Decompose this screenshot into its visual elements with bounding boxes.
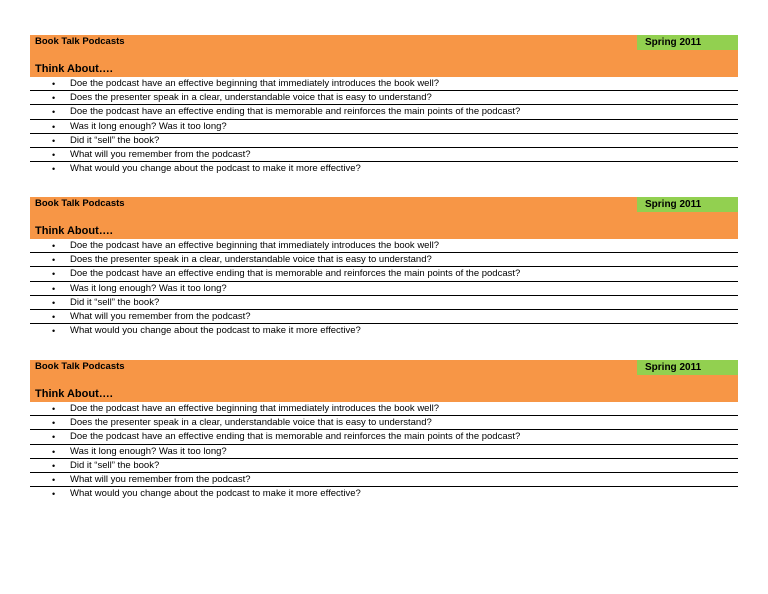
section-heading: Think About…. [35, 388, 113, 400]
section-header [30, 35, 738, 77]
bullet-icon: • [52, 489, 56, 500]
list-item [30, 162, 738, 176]
bullet-icon: • [52, 326, 56, 337]
bullet-icon: • [52, 432, 56, 443]
bullet-icon: • [52, 404, 56, 414]
bullet-icon: • [52, 297, 56, 308]
question-text: What will you remember from the podcast? [70, 310, 251, 322]
bullet-icon: • [52, 79, 56, 89]
list-item [30, 487, 738, 501]
bullet-icon: • [52, 460, 56, 471]
list-item [30, 310, 738, 324]
list-item [30, 91, 738, 105]
list-item [30, 239, 738, 253]
bullet-icon: • [52, 474, 56, 485]
question-text: Does the presenter speak in a clear, understandable voice that is easy to understand? [70, 92, 432, 104]
section-header [30, 197, 738, 239]
question-list [30, 402, 738, 501]
list-item [30, 253, 738, 267]
bullet-icon: • [52, 121, 56, 132]
question-text: Doe the podcast have an effective ending that is memorable and reinforces the main points of the podcast? [70, 268, 521, 280]
question-text: What would you change about the podcast to make it more effective? [70, 488, 361, 500]
list-item [30, 77, 738, 91]
list-item [30, 416, 738, 430]
bullet-icon: • [52, 269, 56, 280]
question-text: What will you remember from the podcast? [70, 148, 251, 160]
question-text: Was it long enough? Was it too long? [70, 120, 227, 132]
term-badge: Spring 2011 [637, 35, 738, 50]
term-badge: Spring 2011 [637, 197, 738, 212]
question-text: Did it “sell” the book? [70, 134, 160, 146]
question-text: Doe the podcast have an effective beginning that immediately introduces the book well? [70, 78, 439, 89]
section-title: Book Talk Podcasts [35, 198, 125, 209]
bullet-icon: • [52, 135, 56, 146]
question-text: Doe the podcast have an effective ending that is memorable and reinforces the main points of the podcast? [70, 106, 521, 118]
bullet-icon: • [52, 446, 56, 457]
section-3 [30, 360, 738, 501]
question-list [30, 239, 738, 338]
question-text: What would you change about the podcast to make it more effective? [70, 163, 361, 175]
list-item [30, 148, 738, 162]
question-text: Does the presenter speak in a clear, understandable voice that is easy to understand? [70, 417, 432, 429]
question-text: Does the presenter speak in a clear, understandable voice that is easy to understand? [70, 254, 432, 266]
question-text: What would you change about the podcast to make it more effective? [70, 325, 361, 337]
list-item [30, 296, 738, 310]
list-item [30, 120, 738, 134]
bullet-icon: • [52, 283, 56, 294]
term-badge: Spring 2011 [637, 360, 738, 375]
question-text: Doe the podcast have an effective ending that is memorable and reinforces the main points of the podcast? [70, 431, 521, 443]
list-item [30, 134, 738, 148]
list-item [30, 459, 738, 473]
section-1 [30, 35, 738, 176]
question-text: Did it “sell” the book? [70, 296, 160, 308]
section-title: Book Talk Podcasts [35, 36, 125, 47]
bullet-icon: • [52, 418, 56, 429]
list-item [30, 402, 738, 416]
bullet-icon: • [52, 93, 56, 104]
bullet-icon: • [52, 255, 56, 266]
section-title: Book Talk Podcasts [35, 361, 125, 372]
question-text: Was it long enough? Was it too long? [70, 445, 227, 457]
question-text: Did it “sell” the book? [70, 459, 160, 471]
section-2 [30, 197, 738, 338]
bullet-icon: • [52, 149, 56, 160]
question-text: What will you remember from the podcast? [70, 473, 251, 485]
list-item [30, 105, 738, 119]
question-text: Doe the podcast have an effective beginning that immediately introduces the book well? [70, 403, 439, 414]
bullet-icon: • [52, 107, 56, 118]
section-header [30, 360, 738, 402]
section-heading: Think About…. [35, 225, 113, 237]
list-item [30, 324, 738, 338]
list-item [30, 267, 738, 281]
bullet-icon: • [52, 241, 56, 251]
bullet-icon: • [52, 164, 56, 175]
question-text: Was it long enough? Was it too long? [70, 282, 227, 294]
list-item [30, 430, 738, 444]
question-list [30, 77, 738, 176]
question-text: Doe the podcast have an effective beginning that immediately introduces the book well? [70, 240, 439, 251]
section-heading: Think About…. [35, 63, 113, 75]
bullet-icon: • [52, 311, 56, 322]
list-item [30, 282, 738, 296]
list-item [30, 445, 738, 459]
list-item [30, 473, 738, 487]
